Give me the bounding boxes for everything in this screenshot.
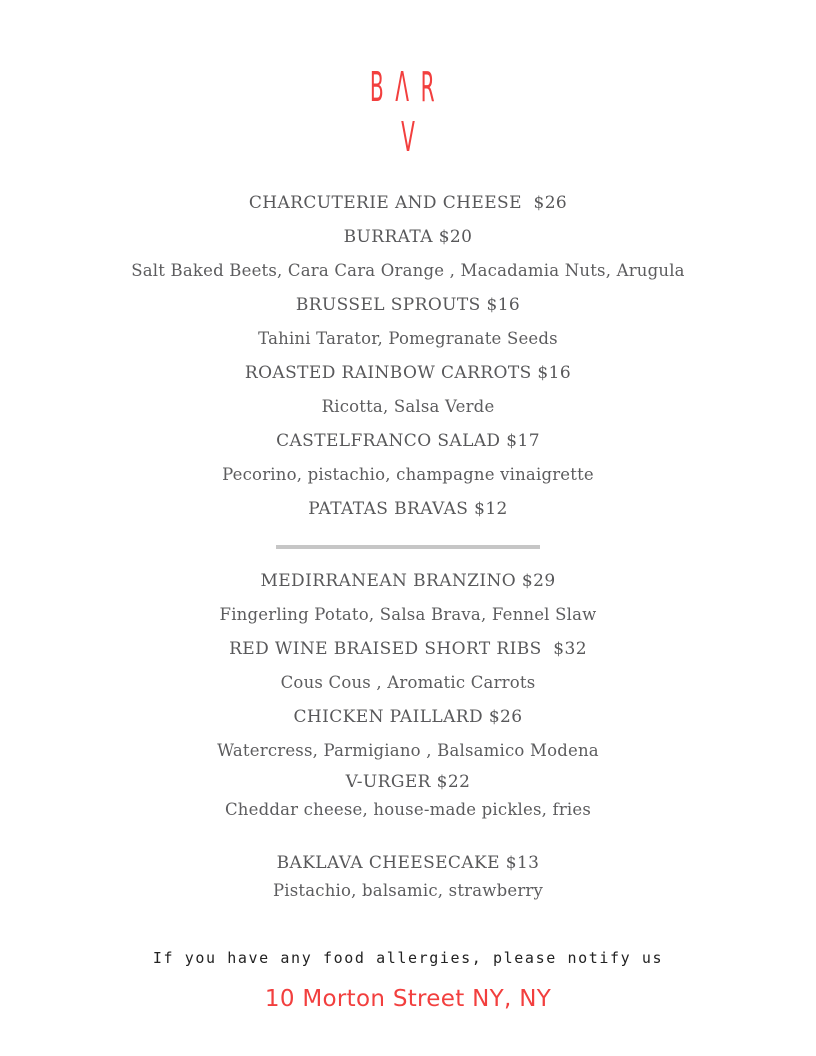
menu-item-description: Fingerling Potato, Salsa Brava, Fennel Slaw	[219, 605, 597, 624]
menu-item-label: CHICKEN PAILLARD $26	[293, 707, 523, 727]
menu-item-label: BURRATA $20	[343, 227, 473, 247]
menu-section-mains	[0, 564, 816, 824]
menu-item-label: CHARCUTERIE AND CHEESE $26	[248, 193, 568, 213]
menu-item-label: BRUSSEL SPROUTS $16	[295, 295, 521, 315]
menu-item-description: Salt Baked Beets, Cara Cara Orange , Macadamia Nuts, Arugula	[131, 261, 685, 280]
menu-item-description: Cous Cous , Aromatic Carrots	[280, 673, 536, 692]
menu-item-description: Tahini Tarator, Pomegranate Seeds	[258, 329, 558, 348]
bar-v-logo	[308, 70, 508, 160]
menu-item-description: Pecorino, pistachio, champagne vinaigrette	[222, 465, 594, 484]
menu-section-starters	[0, 186, 816, 526]
menu-item-label: MEDIRRANEAN BRANZINO $29	[260, 571, 556, 591]
logo-text-v: V	[401, 113, 415, 160]
menu-item-label: BAKLAVA CHEESECAKE $13	[276, 853, 540, 873]
menu-item-description: Ricotta, Salsa Verde	[321, 397, 495, 416]
menu-item-description: Cheddar cheese, house-made pickles, fries	[224, 800, 592, 819]
section-divider	[276, 545, 540, 549]
restaurant-address: 10 Morton Street NY, NY	[264, 986, 552, 1012]
menu-section-dessert	[0, 849, 816, 905]
menu-body	[0, 186, 816, 905]
menu-item-description: Watercress, Parmigiano , Balsamico Modena	[217, 741, 599, 760]
menu-item-label: PATATAS BRAVAS $12	[308, 499, 508, 519]
menu-item-description: Pistachio, balsamic, strawberry	[272, 881, 544, 900]
allergy-notice: If you have any food allergies, please notify us	[152, 949, 664, 967]
menu-item-label: V-URGER $22	[345, 772, 471, 792]
menu-item-label: CASTELFRANCO SALAD $17	[276, 431, 540, 451]
menu-item-label: ROASTED RAINBOW CARROTS $16	[244, 363, 572, 383]
menu-item-label: RED WINE BRAISED SHORT RIBS $32	[229, 639, 587, 659]
logo-text-bar: BΛR	[369, 70, 447, 112]
